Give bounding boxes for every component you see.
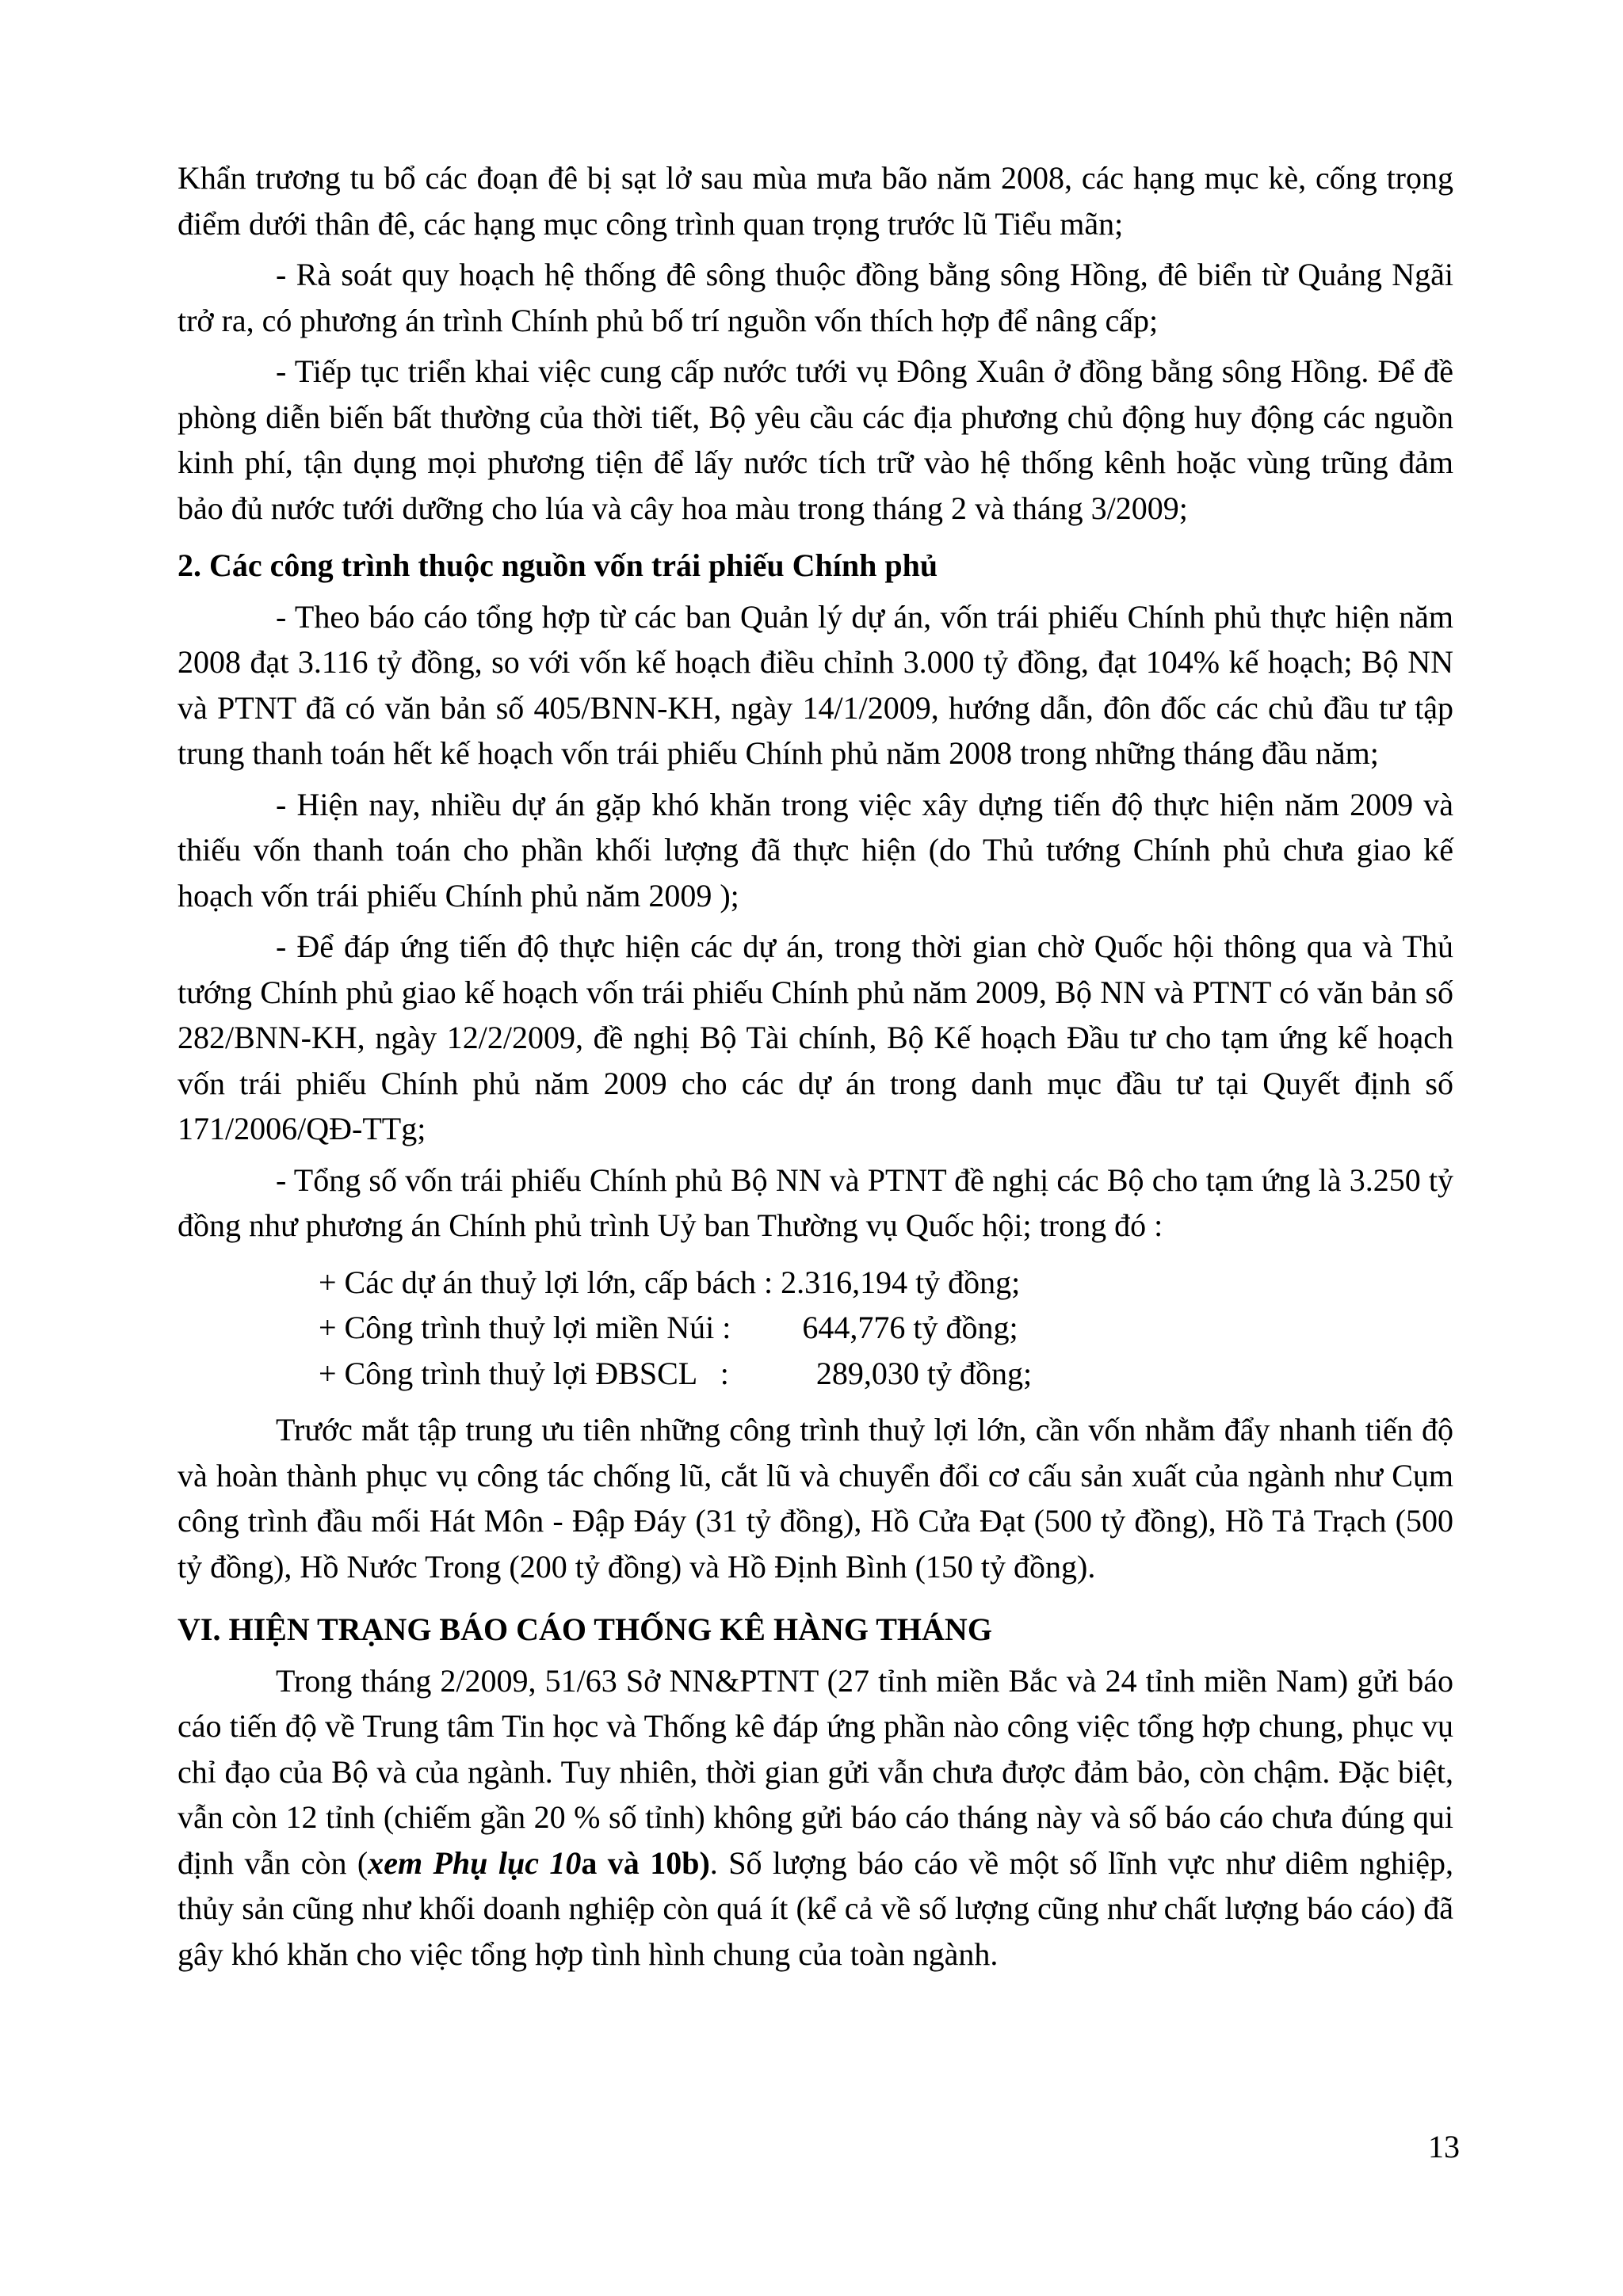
page-number: 13 <box>1428 2129 1460 2164</box>
list-item: + Công trình thuỷ lợi ĐBSCL : 289,030 tỷ đồng; <box>319 1355 1033 1391</box>
paragraph-monthly-reports <box>178 1658 1453 1978</box>
list-item: + Các dự án thuỷ lợi lớn, cấp bách : 2.316,194 tỷ đồng; <box>319 1264 1021 1300</box>
appendix-reference-suffix: a và 10b) <box>581 1844 710 1881</box>
paragraph-dike-repair: Khẩn trương tu bổ các đoạn đê bị sạt lở sau mùa mưa bão năm 2008, các hạng mục kè, cống trọng điểm dưới thân đê, các hạng mục công trình quan trọng trước lũ Tiểu mãn; <box>178 160 1453 242</box>
list-item: + Công trình thuỷ lợi miền Núi : 644,776 tỷ đồng; <box>319 1310 1018 1345</box>
capital-allocation-list <box>178 1260 1453 1397</box>
paragraph-advance-request: - Để đáp ứng tiến độ thực hiện các dự án, trong thời gian chờ Quốc hội thông qua và Thủ tướng Chính phủ giao kế hoạch vốn trái phiếu Chính phủ năm 2009, Bộ NN và PTNT có văn bản số 282/BNN-KH, ngày 12/2/2009, đề nghị Bộ Tài chính, Bộ Kế hoạch Đầu tư cho tạm ứng kế hoạch vốn trái phiếu Chính phủ năm 2009 cho các dự án trong danh mục đầu tư tại Quyết định số 171/2006/QĐ-TTg; <box>178 929 1453 1146</box>
paragraph-total-capital: - Tổng số vốn trái phiếu Chính phủ Bộ NN và PTNT đề nghị các Bộ cho tạm ứng là 3.250 tỷ đồng như phương án Chính phủ trình Uỷ ban Thường vụ Quốc hội; trong đó : <box>178 1161 1453 1243</box>
document-page <box>178 155 1453 1977</box>
report-text-end: . Số lượng báo cáo về một số lĩnh vực như diêm nghiệp, thủy sản cũng như khối doanh nghiệp còn quá ít (kể cả về số lượng cũng như chất lượng báo cáo) đã gây khó khăn cho việc tổng hợp tình hình chung của toàn ngành. <box>178 1844 1453 1972</box>
paragraph-irrigation-supply: - Tiếp tục triển khai việc cung cấp nước tưới vụ Đông Xuân ở đồng bằng sông Hồng. Để đề phòng diễn biến bất thường của thời tiết, Bộ yêu cầu các địa phương chủ động huy động các nguồn kinh phí, tận dụng mọi phương tiện để lấy nước tích trữ vào hệ thống kênh hoặc vùng trũng đảm bảo đủ nước tưới dưỡng cho lúa và cây hoa màu trong tháng 2 và tháng 3/2009; <box>178 353 1453 526</box>
paragraph-bond-report: - Theo báo cáo tổng hợp từ các ban Quản lý dự án, vốn trái phiếu Chính phủ thực hiện năm 2008 đạt 3.116 tỷ đồng, so với vốn kế hoạch điều chỉnh 3.000 tỷ đồng, đạt 104% kế hoạch; Bộ NN và PTNT đã có văn bản số 405/BNN-KH, ngày 14/1/2009, hướng dẫn, đôn đốc các chủ đầu tư tập trung thanh toán hết kế hoạch vốn trái phiếu Chính phủ năm 2008 trong những tháng đầu năm; <box>178 598 1453 771</box>
appendix-reference: xem Phụ lục 10 <box>368 1844 582 1881</box>
paragraph-project-difficulties: - Hiện nay, nhiều dự án gặp khó khăn trong việc xây dựng tiến độ thực hiện năm 2009 và thiếu vốn thanh toán cho phần khối lượng đã thực hiện (do Thủ tướng Chính phủ chưa giao kế hoạch vốn trái phiếu Chính phủ năm 2009 ); <box>178 786 1453 913</box>
paragraph-priority-projects: Trước mắt tập trung ưu tiên những công trình thuỷ lợi lớn, cần vốn nhằm đẩy nhanh tiến độ và hoàn thành phục vụ công tác chống lũ, cắt lũ và chuyển đổi cơ cấu sản xuất của ngành như Cụm công trình đầu mối Hát Môn - Đập Đáy (31 tỷ đồng), Hồ Cửa Đạt (500 tỷ đồng), Hồ Tả Trạch (500 tỷ đồng), Hồ Nước Trong (200 tỷ đồng) và Hồ Định Bình (150 tỷ đồng). <box>178 1412 1453 1585</box>
report-text-start: Trong tháng 2/2009, 51/63 Sở NN&PTNT (27 tỉnh miền Bắc và 24 tỉnh miền Nam) gửi báo cáo tiến độ về Trung tâm Tin học và Thống kê đáp ứng phần nào công việc tổng hợp chung, phục vụ chỉ đạo của Bộ và của ngành. Tuy nhiên, thời gian gửi vẫn chưa được đảm bảo, còn chậm. Đặc biệt, vẫn còn 12 tỉnh (chiếm gần 20 % số tỉnh) không gửi báo cáo tháng này và số báo cáo chưa đúng qui định vẫn còn ( <box>178 1662 1453 1881</box>
section-heading-statistics-report: VI. HIỆN TRẠNG BÁO CÁO THỐNG KÊ HÀNG THÁNG <box>178 1611 992 1647</box>
paragraph-dike-planning: - Rà soát quy hoạch hệ thống đê sông thuộc đồng bằng sông Hồng, đê biển từ Quảng Ngãi trở ra, có phương án trình Chính phủ bố trí nguồn vốn thích hợp để nâng cấp; <box>178 257 1453 338</box>
section-heading-government-bonds: 2. Các công trình thuộc nguồn vốn trái phiếu Chính phủ <box>178 547 938 583</box>
